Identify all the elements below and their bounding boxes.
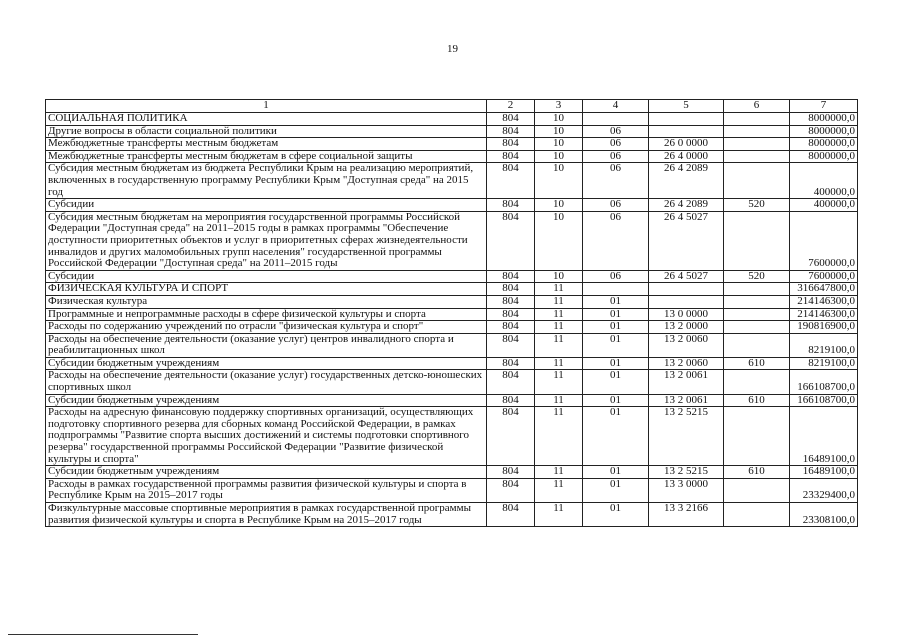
subsection-code-cell: 01 — [583, 370, 649, 394]
expense-type-code-cell — [724, 503, 790, 527]
ministry-code-cell: 804 — [487, 138, 535, 151]
expense-type-code-cell — [724, 125, 790, 138]
expense-type-code-cell: 610 — [724, 394, 790, 407]
column-header: 7 — [790, 100, 858, 113]
amount-cell: 214146300,0 — [790, 295, 858, 308]
table-row — [46, 357, 858, 370]
section-code-cell: 11 — [535, 357, 583, 370]
expense-type-code-cell — [724, 478, 790, 502]
target-article-code-cell — [649, 113, 724, 126]
ministry-code-cell: 804 — [487, 503, 535, 527]
table-body — [46, 100, 858, 527]
target-article-code-cell: 26 4 2089 — [649, 199, 724, 212]
row-name-cell: Субсидии — [46, 199, 487, 212]
amount-cell: 16489100,0 — [790, 466, 858, 479]
section-code-cell: 11 — [535, 321, 583, 334]
target-article-code-cell: 13 2 0061 — [649, 394, 724, 407]
row-name-cell: Программные и непрограммные расходы в сфере физической культуры и спорта — [46, 308, 487, 321]
column-header: 2 — [487, 100, 535, 113]
footer-line — [8, 634, 198, 635]
table-row — [46, 211, 858, 270]
amount-cell: 7600000,0 — [790, 211, 858, 270]
amount-cell: 23308100,0 — [790, 503, 858, 527]
table-row — [46, 407, 858, 466]
section-code-cell: 11 — [535, 295, 583, 308]
section-code-cell: 11 — [535, 308, 583, 321]
table-row — [46, 270, 858, 283]
section-code-cell: 11 — [535, 466, 583, 479]
table-row — [46, 321, 858, 334]
subsection-code-cell: 01 — [583, 357, 649, 370]
row-name-cell: Физическая культура — [46, 295, 487, 308]
expense-type-code-cell — [724, 308, 790, 321]
target-article-code-cell: 13 2 5215 — [649, 466, 724, 479]
expense-type-code-cell — [724, 113, 790, 126]
ministry-code-cell: 804 — [487, 295, 535, 308]
expense-type-code-cell — [724, 163, 790, 199]
amount-cell: 166108700,0 — [790, 394, 858, 407]
subsection-code-cell — [583, 113, 649, 126]
table-row — [46, 394, 858, 407]
table-row — [46, 370, 858, 394]
expense-type-code-cell: 520 — [724, 270, 790, 283]
amount-cell: 8000000,0 — [790, 125, 858, 138]
amount-cell: 7600000,0 — [790, 270, 858, 283]
ministry-code-cell: 804 — [487, 466, 535, 479]
row-name-cell: Расходы в рамках государственной программы развития физической культуры и спорта в Республике Крым на 2015–2017 годы — [46, 478, 487, 502]
row-name-cell: Субсидии — [46, 270, 487, 283]
expense-type-code-cell: 610 — [724, 466, 790, 479]
target-article-code-cell — [649, 283, 724, 296]
table-row — [46, 333, 858, 357]
ministry-code-cell: 804 — [487, 113, 535, 126]
section-code-cell: 11 — [535, 394, 583, 407]
section-code-cell: 10 — [535, 125, 583, 138]
subsection-code-cell: 01 — [583, 407, 649, 466]
row-name-cell: ФИЗИЧЕСКАЯ КУЛЬТУРА И СПОРТ — [46, 283, 487, 296]
table-row — [46, 150, 858, 163]
expense-type-code-cell — [724, 150, 790, 163]
expense-type-code-cell: 520 — [724, 199, 790, 212]
expense-type-code-cell — [724, 333, 790, 357]
expense-type-code-cell — [724, 283, 790, 296]
table-row — [46, 478, 858, 502]
target-article-code-cell: 13 0 0000 — [649, 308, 724, 321]
expense-type-code-cell: 610 — [724, 357, 790, 370]
amount-cell: 8000000,0 — [790, 113, 858, 126]
section-code-cell: 11 — [535, 478, 583, 502]
row-name-cell: Расходы на обеспечение деятельности (оказание услуг) государственных детско-юношеских спортивных школ — [46, 370, 487, 394]
row-name-cell: Расходы по содержанию учреждений по отрасли "физическая культура и спорт" — [46, 321, 487, 334]
row-name-cell: Субсидии бюджетным учреждениям — [46, 357, 487, 370]
target-article-code-cell: 26 4 2089 — [649, 163, 724, 199]
amount-cell: 400000,0 — [790, 163, 858, 199]
column-header: 4 — [583, 100, 649, 113]
section-code-cell: 10 — [535, 138, 583, 151]
ministry-code-cell: 804 — [487, 270, 535, 283]
ministry-code-cell: 804 — [487, 321, 535, 334]
row-name-cell: Субсидии бюджетным учреждениям — [46, 466, 487, 479]
target-article-code-cell: 13 3 0000 — [649, 478, 724, 502]
amount-cell: 8000000,0 — [790, 150, 858, 163]
subsection-code-cell: 01 — [583, 478, 649, 502]
column-header: 1 — [46, 100, 487, 113]
row-name-cell: Межбюджетные трансферты местным бюджетам в сфере социальной защиты — [46, 150, 487, 163]
subsection-code-cell: 06 — [583, 270, 649, 283]
target-article-code-cell: 13 2 5215 — [649, 407, 724, 466]
expense-type-code-cell — [724, 321, 790, 334]
column-header: 3 — [535, 100, 583, 113]
table-row — [46, 199, 858, 212]
section-code-cell: 10 — [535, 150, 583, 163]
ministry-code-cell: 804 — [487, 199, 535, 212]
ministry-code-cell: 804 — [487, 211, 535, 270]
subsection-code-cell: 01 — [583, 394, 649, 407]
subsection-code-cell: 01 — [583, 503, 649, 527]
row-name-cell: Другие вопросы в области социальной политики — [46, 125, 487, 138]
row-name-cell: Физкультурные массовые спортивные мероприятия в рамках государственной программы развития физической культуры и спорта в Республике Крым на 2015–2017 годы — [46, 503, 487, 527]
expense-type-code-cell — [724, 370, 790, 394]
ministry-code-cell: 804 — [487, 283, 535, 296]
ministry-code-cell: 804 — [487, 308, 535, 321]
amount-cell: 214146300,0 — [790, 308, 858, 321]
table-row — [46, 163, 858, 199]
column-number-row — [46, 100, 858, 113]
target-article-code-cell: 13 2 0060 — [649, 357, 724, 370]
amount-cell: 166108700,0 — [790, 370, 858, 394]
section-code-cell: 11 — [535, 503, 583, 527]
target-article-code-cell: 13 2 0000 — [649, 321, 724, 334]
target-article-code-cell: 26 4 5027 — [649, 211, 724, 270]
ministry-code-cell: 804 — [487, 333, 535, 357]
section-code-cell: 10 — [535, 113, 583, 126]
ministry-code-cell: 804 — [487, 150, 535, 163]
column-header: 6 — [724, 100, 790, 113]
ministry-code-cell: 804 — [487, 478, 535, 502]
section-code-cell: 11 — [535, 407, 583, 466]
target-article-code-cell: 26 4 0000 — [649, 150, 724, 163]
expense-type-code-cell — [724, 138, 790, 151]
section-code-cell: 10 — [535, 199, 583, 212]
target-article-code-cell — [649, 125, 724, 138]
table-row — [46, 308, 858, 321]
subsection-code-cell: 01 — [583, 295, 649, 308]
target-article-code-cell: 13 2 0061 — [649, 370, 724, 394]
subsection-code-cell: 06 — [583, 211, 649, 270]
section-code-cell: 10 — [535, 270, 583, 283]
target-article-code-cell: 13 2 0060 — [649, 333, 724, 357]
section-code-cell: 11 — [535, 370, 583, 394]
amount-cell: 316647800,0 — [790, 283, 858, 296]
row-name-cell: Расходы на обеспечение деятельности (оказание услуг) центров инвалидного спорта и реабилитационных школ — [46, 333, 487, 357]
section-code-cell: 10 — [535, 211, 583, 270]
target-article-code-cell: 26 0 0000 — [649, 138, 724, 151]
table-row — [46, 125, 858, 138]
ministry-code-cell: 804 — [487, 394, 535, 407]
section-code-cell: 10 — [535, 163, 583, 199]
subsection-code-cell: 06 — [583, 163, 649, 199]
subsection-code-cell: 01 — [583, 321, 649, 334]
row-name-cell: Межбюджетные трансферты местным бюджетам — [46, 138, 487, 151]
subsection-code-cell: 01 — [583, 333, 649, 357]
page-number: 19 — [447, 43, 458, 55]
subsection-code-cell: 06 — [583, 125, 649, 138]
column-header: 5 — [649, 100, 724, 113]
table-row — [46, 138, 858, 151]
table-row — [46, 113, 858, 126]
subsection-code-cell: 01 — [583, 466, 649, 479]
ministry-code-cell: 804 — [487, 370, 535, 394]
amount-cell: 8219100,0 — [790, 333, 858, 357]
amount-cell: 190816900,0 — [790, 321, 858, 334]
row-name-cell: Расходы на адресную финансовую поддержку спортивных организаций, осуществляющих подготовку спортивного резерва для сборных команд Российской Федерации, в рамках подпрограммы "Развитие спорта высших достижений и системы подготовки спортивного резерва" государственной программы Российской Федерации "Развитие физической культуры и спорта" — [46, 407, 487, 466]
amount-cell: 8000000,0 — [790, 138, 858, 151]
table-row — [46, 295, 858, 308]
ministry-code-cell: 804 — [487, 125, 535, 138]
ministry-code-cell: 804 — [487, 357, 535, 370]
target-article-code-cell: 26 4 5027 — [649, 270, 724, 283]
expense-type-code-cell — [724, 211, 790, 270]
expense-type-code-cell — [724, 407, 790, 466]
ministry-code-cell: 804 — [487, 407, 535, 466]
target-article-code-cell: 13 3 2166 — [649, 503, 724, 527]
subsection-code-cell — [583, 283, 649, 296]
amount-cell: 8219100,0 — [790, 357, 858, 370]
table-row — [46, 503, 858, 527]
row-name-cell: СОЦИАЛЬНАЯ ПОЛИТИКА — [46, 113, 487, 126]
subsection-code-cell: 06 — [583, 150, 649, 163]
amount-cell: 16489100,0 — [790, 407, 858, 466]
table-row — [46, 283, 858, 296]
section-code-cell: 11 — [535, 283, 583, 296]
subsection-code-cell: 01 — [583, 308, 649, 321]
amount-cell: 400000,0 — [790, 199, 858, 212]
section-code-cell: 11 — [535, 333, 583, 357]
subsection-code-cell: 06 — [583, 199, 649, 212]
row-name-cell: Субсидия местным бюджетам на мероприятия государственной программы Российской Федерации "Доступная среда" на 2011–2015 годы в рамках программы "Обеспечение доступности приоритетных объектов и услуг в приоритетных сферах жизнедеятельности инвалидов и других маломобильных групп населения" государственной программы Российской Федерации "Доступная среда" на 2011–2015 годы — [46, 211, 487, 270]
expense-type-code-cell — [724, 295, 790, 308]
target-article-code-cell — [649, 295, 724, 308]
subsection-code-cell: 06 — [583, 138, 649, 151]
row-name-cell: Субсидия местным бюджетам из бюджета Республики Крым на реализацию мероприятий, включенных в государственную программу Республики Крым "Доступная среда" на 2015 год — [46, 163, 487, 199]
table-row — [46, 466, 858, 479]
ministry-code-cell: 804 — [487, 163, 535, 199]
amount-cell: 23329400,0 — [790, 478, 858, 502]
row-name-cell: Субсидии бюджетным учреждениям — [46, 394, 487, 407]
budget-table — [45, 99, 858, 527]
